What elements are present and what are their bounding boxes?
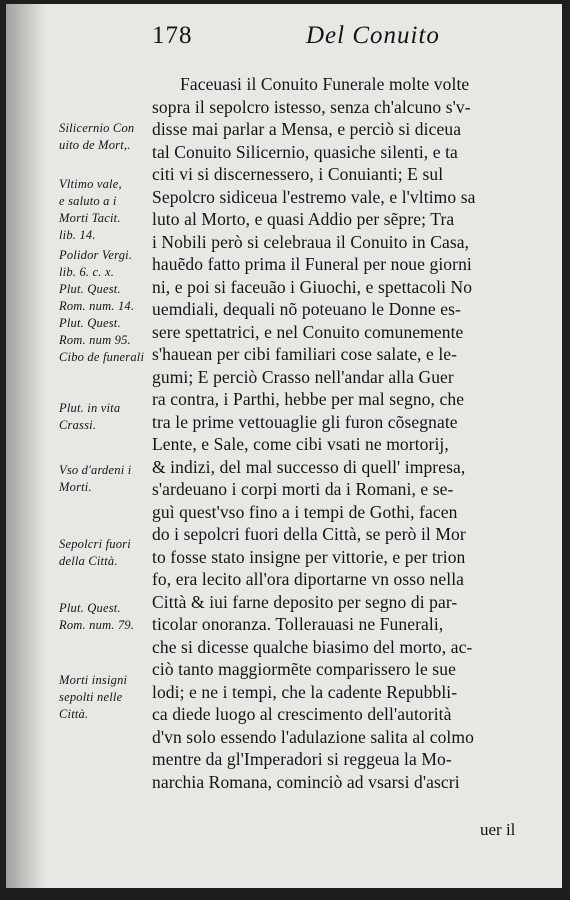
note-line: Vso d'ardeni i: [59, 463, 132, 477]
text-line: Sepolcro sidiceua l'estremo vale, e l'vltimo sa: [152, 186, 476, 207]
text-line: sere spettatrici, e nel Conuito comunemente: [152, 321, 464, 342]
note-line: della Città.: [59, 554, 118, 568]
page-number: 178: [152, 22, 193, 49]
note-line: Morti insigni: [59, 673, 128, 687]
note-line: Sepolcri fuori: [59, 537, 131, 551]
note-line: Crassi.: [59, 418, 97, 432]
note-line: sepolti nelle: [59, 690, 123, 704]
body-text: [152, 73, 550, 793]
text-line: che si dicesse qualche biasimo del morto, ac-: [152, 636, 473, 657]
note-line: Plut. in vita: [59, 401, 121, 415]
note-line: Città.: [59, 707, 89, 721]
text-line: narchia Romana, cominciò ad vsarsi d'ascri: [152, 771, 460, 792]
note-line: Plut. Quest.: [59, 282, 121, 296]
text-line: s'ardeuano i corpi morti da i Romani, e se-: [152, 479, 454, 499]
text-line: gumi; E perciò Crasso nell'andar alla Guer: [152, 366, 454, 387]
text-line: hauẽdo fatto prima il Funeral per noue giorni: [152, 254, 472, 274]
text-line: ticolar onoranza. Tollerauasi ne Funerali,: [152, 614, 444, 634]
text-line: ni, e poi si faceuão i Giuochi, e spettacoli No: [152, 276, 473, 297]
text-line: disse mai parlar a Mensa, e perciò si diceua: [152, 119, 462, 139]
note-line: Cibo de funerali: [59, 350, 145, 364]
text-line: i Nobili però si celebraua il Conuito in Casa,: [152, 231, 470, 252]
text-line: sopra il sepolcro istesso, senza ch'alcuno s'v-: [152, 96, 471, 117]
text-line: ciò tanto maggiormẽte comparissero le sue: [152, 659, 456, 679]
book-page: [6, 4, 562, 888]
text-line: ra contra, i Parthi, hebbe per mal segno, che: [152, 389, 465, 409]
note-line: uito de Mort,.: [59, 138, 131, 152]
note-line: Plut. Quest.: [59, 316, 121, 330]
note-line: Rom. num. 79.: [59, 618, 135, 632]
text-line: Città & iui farne deposito per segno di par-: [152, 591, 458, 612]
note-line: Vltimo vale,: [59, 177, 122, 191]
note-line: lib. 6. c. x.: [59, 265, 115, 279]
text-line: citi vi si discernessero, i Conuianti; E sul: [152, 164, 444, 184]
text-line: fo, era lecito all'ora diportarne vn osso nella: [152, 569, 465, 589]
note-line: Rom. num. 14.: [59, 299, 135, 313]
running-title: Del Conuito: [306, 22, 440, 49]
text-line: to fosse stato insigne per vittorie, e per trion: [152, 546, 466, 567]
text-line: d'vn solo essendo l'adulazione salita al colmo: [152, 726, 474, 747]
note-line: Morti Tacit.: [59, 211, 121, 225]
text-line: do i sepolcri fuori della Città, se però il Mor: [152, 524, 466, 544]
text-line: Faceuasi il Conuito Funerale molte volte: [180, 74, 470, 94]
text-line: ca diede luogo al crescimento dell'autorità: [152, 704, 452, 724]
text-line: mentre da gl'Imperadori si reggeua la Mo-: [152, 749, 452, 769]
text-line: luto al Morto, e quasi Addio per sẽpre; Tra: [152, 209, 455, 229]
text-line: Lente, e Sale, come cibi vsati ne mortorij,: [152, 434, 449, 454]
text-line: s'hauean per cibi familiari cose salate, e le-: [152, 344, 458, 364]
catchword: uer il: [480, 820, 516, 839]
note-line: lib. 14.: [59, 228, 96, 242]
note-line: Morti.: [59, 480, 92, 494]
note-line: Silicernio Con: [59, 121, 135, 135]
text-line: tra le prime vettouaglie gli furon cõsegnate: [152, 411, 458, 432]
note-line: Plut. Quest.: [59, 601, 121, 615]
text-line: uemdiali, dequali nõ poteuano le Donne es-: [152, 299, 461, 319]
text-line: lodi; e ne i tempi, che la cadente Repubbli-: [152, 681, 458, 702]
note-line: e saluto a i: [59, 194, 117, 208]
text-line: tal Conuito Silicernio, quasiche silenti, e ta: [152, 141, 458, 162]
text-line: & indizi, del mal successo di quell' impresa,: [152, 456, 466, 477]
text-line: guì quest'vso fino a i tempi de Gothi, facen: [152, 501, 458, 522]
note-line: Polidor Vergi.: [59, 248, 133, 262]
note-line: Rom. num 95.: [59, 333, 131, 347]
